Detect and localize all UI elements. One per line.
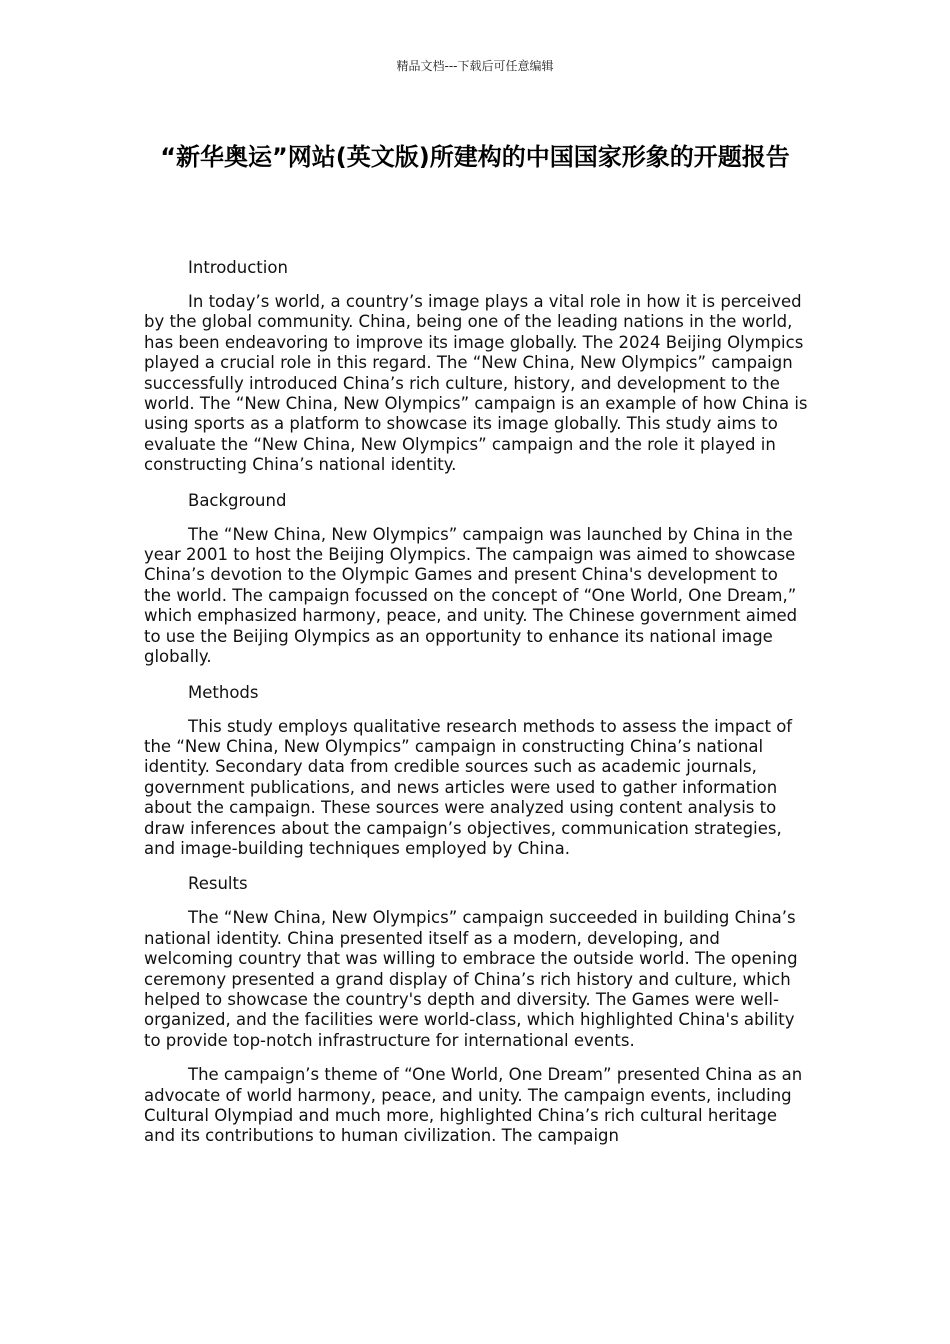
section-heading-background: Background [188, 490, 287, 510]
document-body [144, 257, 808, 1161]
header-note: 精品文档---下载后可任意编辑 [396, 59, 554, 73]
section-heading-results: Results [188, 874, 248, 894]
paragraph-background: The “New China, New Olympics” campaign was launched by China in the year 2001 to host the Beijing Olympics. The campaign was aimed to showcase China’s devotion to the Olympic Games and present China's development to the world. The campaign focussed on the concept of “One World, One Dream,” which emphasized harmony, peace, and unity. The Chinese government aimed to use the Beijing Olympics as an opportunity to enhance its national image globally. [144, 524, 798, 667]
document-title: “新华奥运”网站(英文版)所建构的中国国家形象的开题报告 [160, 143, 790, 171]
paragraph-introduction: In today’s world, a country’s image plays a vital role in how it is perceived by the global community. China, being one of the leading nations in the world, has been endeavoring to improve its image globally. The 2024 Beijing Olympics played a crucial role in this regard. The “New China, New Olympics” campaign successfully introduced China’s rich culture, history, and development to the world. The “New China, New Olympics” campaign is an example of how China is using sports as a platform to showcase its image globally. This study aims to evaluate the “New China, New Olympics” campaign and the role it played in constructing China’s national identity. [144, 292, 808, 475]
paragraph-results-1: The “New China, New Olympics” campaign succeeded in building China’s national identity. China presented itself as a modern, developing, and welcoming country that was willing to embrace the outside world. The opening ceremony presented a grand display of China’s rich history and culture, which helped to showcase the country's depth and diversity. The Games were well-organized, and the facilities were world-class, which highlighted China's ability to provide top-notch infrastructure for international events. [144, 908, 798, 1050]
paragraph-results-2: The campaign’s theme of “One World, One Dream” presented China as an advocate of world harmony, peace, and unity. The campaign events, including Cultural Olympiad and much more, highlighted China’s rich cultural heritage and its contributions to human civilization. The campaign [144, 1065, 803, 1146]
section-heading-methods: Methods [188, 682, 259, 702]
paragraph-methods: This study employs qualitative research methods to assess the impact of the “New China, New Olympics” campaign in constructing China’s national identity. Secondary data from credible sources such as academic journals, government publications, and news articles were used to gather information about the campaign. These sources were analyzed using content analysis to draw inferences about the campaign’s objectives, communication strategies, and image-building techniques employed by China. [144, 716, 793, 858]
section-heading-introduction: Introduction [188, 258, 288, 277]
